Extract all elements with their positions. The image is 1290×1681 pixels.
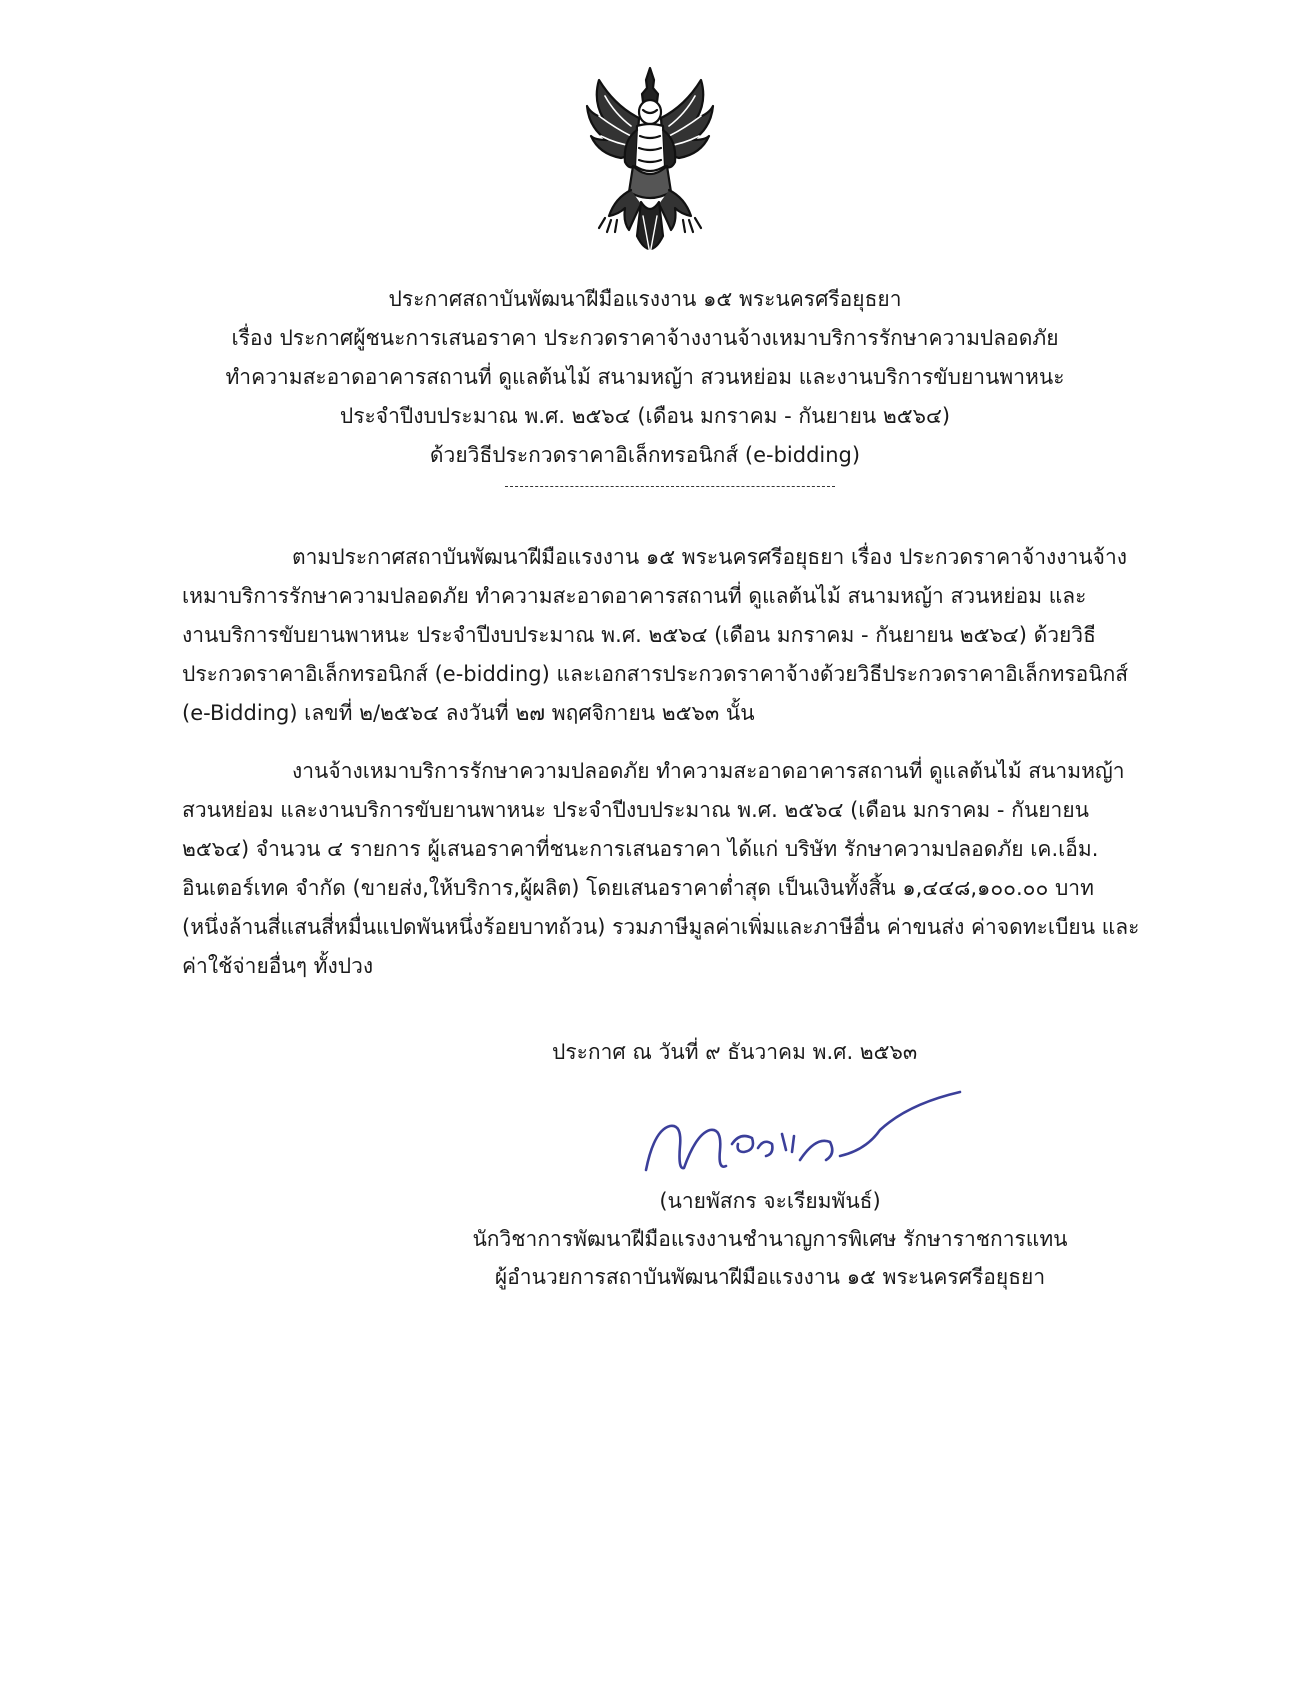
signatory-name: (นายพัสกร จะเรียมพันธ์) — [659, 1189, 881, 1213]
heading-line: ทำความสะอาดอาคารสถานที่ ดูแลต้นไม้ สนามหญ้า สวนหย่อม และงานบริการขับยานพาหนะ — [225, 365, 1065, 389]
heading-subject-line: เรื่อง ประกาศผู้ชนะการเสนอราคา ประกวดราคาจ้างงานจ้างเหมาบริการรักษาความปลอดภัย — [231, 326, 1059, 350]
heading-divider — [505, 486, 835, 487]
paragraph-line: ค่าใช้จ่ายอื่นๆ ทั้งปวง — [182, 954, 374, 978]
signatory-block — [430, 1182, 1110, 1296]
heading-line: ด้วยวิธีประกวดราคาอิเล็กทรอนิกส์ (e-bidding) — [429, 443, 861, 467]
paragraph-line: ประกวดราคาอิเล็กทรอนิกส์ (e-bidding) และเอกสารประกวดราคาจ้างด้วยวิธีประกวดราคาอิเล็กทรอนิกส์ — [182, 662, 1129, 686]
paragraph-line: (e-Bidding) เลขที่ ๒/๒๕๖๔ ลงวันที่ ๒๗ พฤศจิกายน ๒๕๖๓ นั้น — [182, 701, 755, 725]
announce-date: ประกาศ ณ วันที่ ๙ ธันวาคม พ.ศ. ๒๕๖๓ — [552, 1040, 918, 1064]
garuda-emblem-icon — [585, 66, 715, 262]
paragraph-line: ๒๕๖๔) จำนวน ๔ รายการ ผู้เสนอราคาที่ชนะการเสนอราคา ได้แก่ บริษัท รักษาความปลอดภัย เค.เอ็ม. — [182, 837, 1099, 861]
paragraph-reference — [182, 538, 1162, 733]
signatory-position: ผู้อำนวยการสถาบันพัฒนาฝีมือแรงงาน ๑๕ พระนครศรีอยุธยา — [494, 1265, 1046, 1289]
paragraph-line: งานจ้างเหมาบริการรักษาความปลอดภัย ทำความสะอาดอาคารสถานที่ ดูแลต้นไม้ สนามหญ้า — [292, 759, 1125, 783]
handwritten-signature-icon — [640, 1090, 970, 1180]
paragraph-line: อินเตอร์เทค จำกัด (ขายส่ง,ให้บริการ,ผู้ผลิต) โดยเสนอราคาต่ำสุด เป็นเงินทั้งสิ้น ๑,๔๔๘,๑๐๐.๐๐ บาท — [182, 876, 1094, 900]
paragraph-line: (หนึ่งล้านสี่แสนสี่หมื่นแปดพันหนึ่งร้อยบาทถ้วน) รวมภาษีมูลค่าเพิ่มและภาษีอื่น ค่าขนส่ง ค่าจดทะเบียน และ — [182, 915, 1140, 939]
paragraph-line: เหมาบริการรักษาความปลอดภัย ทำความสะอาดอาคารสถานที่ ดูแลต้นไม้ สนามหญ้า สวนหย่อม และ — [182, 584, 1087, 608]
paragraph-line: งานบริการขับยานพาหนะ ประจำปีงบประมาณ พ.ศ. ๒๕๖๔ (เดือน มกราคม - กันยายน ๒๕๖๔) ด้วยวิธี — [182, 623, 1096, 647]
heading-line: ประจำปีงบประมาณ พ.ศ. ๒๕๖๔ (เดือน มกราคม - กันยายน ๒๕๖๔) — [339, 404, 951, 428]
document-heading — [130, 280, 1160, 475]
heading-line: ประกาศสถาบันพัฒนาฝีมือแรงงาน ๑๕ พระนครศรีอยุธยา — [388, 287, 902, 311]
paragraph-line: สวนหย่อม และงานบริการขับยานพาหนะ ประจำปีงบประมาณ พ.ศ. ๒๕๖๔ (เดือน มกราคม - กันยายน — [182, 798, 1089, 822]
paragraph-award — [182, 752, 1162, 986]
paragraph-line: ตามประกาศสถาบันพัฒนาฝีมือแรงงาน ๑๕ พระนครศรีอยุธยา เรื่อง ประกวดราคาจ้างงานจ้าง — [292, 545, 1128, 569]
signatory-position: นักวิชาการพัฒนาฝีมือแรงงานชำนาญการพิเศษ รักษาราชการแทน — [472, 1227, 1068, 1251]
